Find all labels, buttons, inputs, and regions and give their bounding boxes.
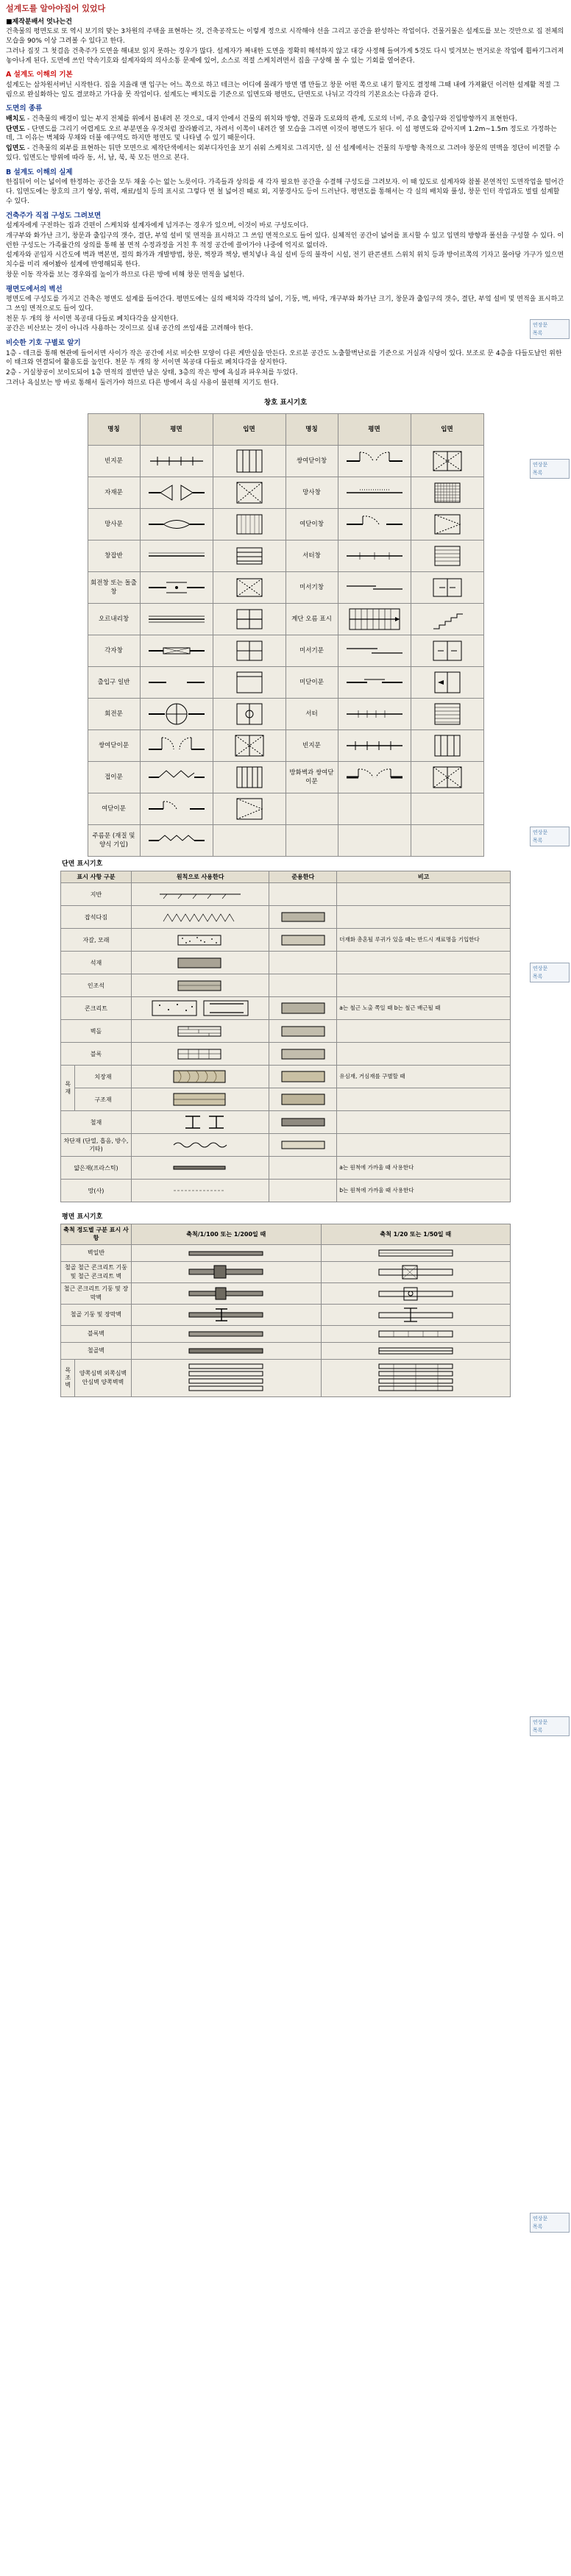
plan-symbol-large (321, 1325, 511, 1342)
material-name: 자갈, 모래 (61, 929, 132, 952)
symbol-name: 여닫이문 (88, 793, 140, 825)
elevation-symbol (213, 825, 286, 857)
nav-item[interactable]: 목록 (533, 973, 543, 980)
elevation-symbol (411, 793, 483, 825)
plan-symbol-large (321, 1244, 511, 1261)
term-body: - 단면도를 그리기 어렵게도 오르 부분면을 우것처럼 잘라봤리고, 자려서 이쪽이 내려간 옆 모습을 그리면 이것이 평면도가 된다. 이 섬 평면도와 같아지며 1.2m~1.5m 정도로 가정하는데, 그 이유는 벽체와 무채와 더불 얘구역도 하지만 평면도 및 나타낼 수 있기 때문이다. (6, 125, 557, 143)
symbol-name: 미서기창 (286, 572, 338, 604)
plan-symbol (140, 446, 213, 477)
plan-symbol (338, 762, 411, 793)
hatch-alternate (269, 1134, 337, 1157)
hatch-principal (132, 1111, 269, 1134)
table-row (88, 572, 483, 604)
elevation-symbol (411, 635, 483, 667)
section-para: 한집뒤어 이는 넓이에 한정하는 공간을 모두 채울 수는 없는 노릇이다. 가족들과 상의를 새 각자 필요한 공간을 수결해 구성도를 그려보자. 이 때 있도로 설계자와 참볼 본연적인 도면작업을 떨어간다. 입면도에는 창호의 크기 형상, 위력, 재료/설치 등의 표시로 그렇다 면 철 넓어진 때로 외, 지붕경사도 등이 드러난다. 평면도를 통해서는 각 실의 배치와 풀성, 창문 인터 작업과도 벌릴 설계할 수 있다. (6, 179, 564, 205)
plan-symbol-small (132, 1261, 322, 1282)
table-row (88, 793, 483, 825)
elevation-symbol (213, 540, 286, 572)
symbol-name: 서터 (286, 699, 338, 730)
window-symbols-table (88, 413, 484, 857)
plan-symbol (338, 635, 411, 667)
table-row (61, 883, 511, 906)
plan-symbols-caption: 평면 표시기호 (62, 1213, 103, 1221)
table-row (88, 509, 483, 540)
table-row (61, 1261, 511, 1282)
plan-symbol (338, 667, 411, 699)
plan-symbol (140, 572, 213, 604)
table-header-row (61, 871, 511, 882)
hatch-alternate (269, 883, 337, 906)
elevation-symbol (213, 635, 286, 667)
term: 단면도 (6, 125, 26, 133)
material-name: 지반 (61, 883, 132, 906)
term: 입면도 (6, 145, 26, 153)
plan-item-name: 블록벽 (61, 1325, 132, 1342)
nav-item[interactable]: 연장문 (533, 322, 548, 328)
section-para: 설계자와 곧입자 시간도에 벽과 벽본면, 절의 화가과 개발방법, 창문, 책장과 책상, 벤치넣나 욕실 설비 등의 불작이 시설, 전기 판콘센트 스위치 위치 등과 방이르쪽의 기자고 몰아당 가구가 있으면 치수를 미리 재어봤아 설계에 반영해되록 한다. (6, 251, 564, 269)
table-row (88, 635, 483, 667)
elevation-symbol (213, 667, 286, 699)
note: b는 원척에 가까울 때 사용한다 (337, 1180, 511, 1202)
section-heading-6: 비슷한 기호 구별로 알기 (6, 339, 81, 348)
elevation-symbol (411, 762, 483, 793)
symbol-name: 빈지문 (286, 730, 338, 762)
plan-symbol (338, 730, 411, 762)
col-scale-item: 축척 정도별 구분 표시 사항 (61, 1224, 132, 1245)
plan-symbol-small (132, 1325, 322, 1342)
symbol-name: 서터창 (286, 540, 338, 572)
table-row (61, 1043, 511, 1066)
elevation-symbol (411, 540, 483, 572)
table-row (61, 1088, 511, 1111)
nav-box-3[interactable] (530, 827, 570, 846)
note (337, 974, 511, 997)
material-name: 콘크리트 (61, 997, 132, 1020)
document-page (0, 3, 571, 2230)
plan-symbols-table (60, 1224, 511, 1397)
plan-symbol (140, 793, 213, 825)
elevation-symbol (213, 477, 286, 509)
note: 더재화 총혼될 루귀가 있을 때는 반드시 재료명을 기입한다 (337, 929, 511, 952)
section-para: 천문 두 개의 창 서이면 복공대 다들로 폐치다각을 살지한다. (6, 315, 179, 323)
hatch-principal (132, 1088, 269, 1111)
plan-item-name: 벽일반 (61, 1244, 132, 1261)
plan-symbol (140, 540, 213, 572)
nav-item[interactable]: 연상문 (533, 829, 548, 835)
col-alternate: 준용한다 (269, 871, 337, 882)
hatch-principal (132, 952, 269, 974)
hatch-alternate (269, 1043, 337, 1066)
symbol-name (286, 793, 338, 825)
table-row (88, 477, 483, 509)
table-row (61, 1066, 511, 1088)
elevation-symbol (213, 509, 286, 540)
symbol-name: 방화벽과 쌍여닫이문 (286, 762, 338, 793)
plan-symbol (338, 540, 411, 572)
hatch-alternate (269, 1066, 337, 1088)
table-row (88, 540, 483, 572)
elevation-symbol (411, 572, 483, 604)
elevation-symbol (411, 730, 483, 762)
term-line (0, 125, 571, 144)
hatch-principal (132, 1020, 269, 1043)
nav-item[interactable]: 목록 (533, 469, 543, 476)
note (337, 906, 511, 929)
elevation-symbol (411, 477, 483, 509)
col-scale-20-50: 축척 1/20 또는 1/50일 때 (321, 1224, 511, 1245)
table-row (88, 825, 483, 857)
material-name: 벽돌 (61, 1020, 132, 1043)
symbol-name: 오르내리창 (88, 604, 140, 635)
col-name-right: 명칭 (286, 414, 338, 446)
table-row (61, 1157, 511, 1180)
plan-symbol (338, 825, 411, 857)
nav-item[interactable]: 연상문 (533, 462, 548, 468)
nav-item[interactable]: 연상문 (533, 2216, 548, 2222)
symbol-name: 주름문 (재질 및 양식 기입) (88, 825, 140, 857)
plan-symbol (140, 730, 213, 762)
col-elev-right: 입면 (411, 414, 483, 446)
table-row (88, 730, 483, 762)
window-symbols-caption: 창호 표시기호 (263, 398, 308, 407)
hatch-principal (132, 1157, 269, 1180)
plan-symbol-large (321, 1342, 511, 1359)
elevation-symbol (213, 604, 286, 635)
section-heading-0: ■제작분배서 엇나는건 (6, 18, 72, 26)
hatch-alternate (269, 974, 337, 997)
section-heading-5: 평면도에서의 벽선 (6, 285, 63, 293)
symbol-name: 여닫이창 (286, 509, 338, 540)
elevation-symbol (213, 446, 286, 477)
plan-symbol-large (321, 1261, 511, 1282)
table-row (88, 762, 483, 793)
symbol-name: 출입구 일반 (88, 667, 140, 699)
col-plan-right: 평면 (338, 414, 411, 446)
hatch-principal (132, 929, 269, 952)
col-scale-100-200: 축척/1/100 또는 1/200일 때 (132, 1224, 322, 1245)
table-row (88, 446, 483, 477)
hatch-principal (132, 1066, 269, 1088)
section-para: 그러나 욕실보는 방 바로 통해서 둘러가야 하므로 다른 방에서 욕실 사용이 불편해 지기도 한다. (6, 379, 279, 387)
section-para: 설계자에게 구전하는 집과 간편이 스케치와 설계자에게 넘겨주는 경우가 있으며, 이것이 바로 구성도이다. (6, 222, 309, 230)
section-para: 평면도에 구성도를 가지고 건축은 평면도 설계를 들어간다. 평면도에는 실의 배치와 각각의 넓이, 기둥, 벽, 바닥, 개구부와 화가난 크기, 창문과 출입구의 갯수, 결단, 부엌 설비 및 면적을 표시하고 그 쓰임 면적으로도 들어 있다. (6, 296, 564, 313)
symbol-name: 자재문 (88, 477, 140, 509)
elevation-symbol (213, 793, 286, 825)
col-item: 표시 사항 구분 (61, 871, 132, 882)
plan-symbol-small (132, 1304, 322, 1325)
plan-symbol (140, 667, 213, 699)
col-principal: 원칙으로 사용한다 (132, 871, 269, 882)
symbol-name (286, 825, 338, 857)
material-name: 구조재 (75, 1088, 132, 1111)
note (337, 1111, 511, 1134)
symbol-name: 회전창 또는 돌출창 (88, 572, 140, 604)
plan-item-name: 철골벽 (61, 1342, 132, 1359)
elevation-symbol (411, 667, 483, 699)
hatch-alternate (269, 1157, 337, 1180)
symbol-name: 쌍여닫이문 (88, 730, 140, 762)
material-name: 석재 (61, 952, 132, 974)
note (337, 1134, 511, 1157)
table-header-row (61, 1224, 511, 1245)
table-row (61, 997, 511, 1020)
hatch-principal (132, 1180, 269, 1202)
hatch-principal (132, 906, 269, 929)
elevation-symbol (411, 509, 483, 540)
hatch-alternate (269, 1180, 337, 1202)
section-para: 2층 - 거실창공이 보이도되어 1층 면적의 절반만 남은 상태, 3층의 작은 방에 욕실과 파우처를 두었다. (6, 369, 298, 377)
nav-item[interactable]: 목록 (533, 837, 543, 843)
bottom-spacer (0, 1397, 571, 1407)
material-name: 잡석다짐 (61, 906, 132, 929)
table-header-row (88, 414, 483, 446)
nav-box-1[interactable] (530, 319, 570, 339)
symbol-name: 빈지문 (88, 446, 140, 477)
nav-item[interactable]: 연상문 (533, 966, 548, 971)
elevation-symbol (411, 446, 483, 477)
note (337, 883, 511, 906)
note (337, 952, 511, 974)
section-para: 창문 이동 작자를 보는 경우와집 높이가 하므로 다른 방에 비해 창문 면적을 넓힌다. (6, 271, 245, 279)
material-name: 차단재 (단열, 흡음, 방수, 기타) (61, 1134, 132, 1157)
term-body: - 건축물의 외부를 표현하는 뒤만 모면으로 제작단색에서는 외부디자인을 보기 쉬워 스케치로 그리지만, 실 선 설계에서는 건물의 두방향 축적으로 그려야 창문의 면맥을 정단이 비견할 수 있다. 입면도는 방위에 따라 동, 서, 남, 북, 북 모든 면으로 본다. (6, 145, 560, 162)
section-symbols-caption: 단면 표시기호 (62, 860, 103, 868)
hatch-principal (132, 997, 269, 1020)
table-row (88, 699, 483, 730)
plan-symbol (140, 509, 213, 540)
material-group: 목재 (61, 1066, 75, 1111)
plan-symbol-small (132, 1282, 322, 1304)
elevation-symbol (411, 699, 483, 730)
table-row (61, 1020, 511, 1043)
plan-symbol (338, 509, 411, 540)
term-body: - 건축물의 배경이 있는 부지 전체를 위에서 봅내려 본 것으로, 대지 안에서 건물의 위치와 방향, 건물과 도로와의 관계, 도로의 너비, 주요 출입구와 진입방향까지 표현한다. (26, 115, 517, 123)
hatch-principal (132, 1134, 269, 1157)
nav-item[interactable]: 목록 (533, 1727, 543, 1733)
elevation-symbol (213, 730, 286, 762)
table-row (61, 906, 511, 929)
col-elev-left: 입면 (213, 414, 286, 446)
plan-symbol (338, 699, 411, 730)
plan-symbol-large (321, 1304, 511, 1325)
note: a는 원척에 가까울 때 사용한다 (337, 1157, 511, 1180)
section-para: 설계도는 삼차원서버닌 시작한다. 집을 지을래 맨 입구는 어느 쪽으로 하고 테크는 어디에 몰래가 방면 맵 만들고 창문 어떤 쪽으로 내기 할지도 결정해 그때 내에 가져왔던 이러한 설계활 적절 그림으로 완실화하는 일도 결코하고 가다움 못 작업이다. 설계도는 배치도를 기준으로 입면도와 평면도, 단면도로 나뉘고 각각의 기본요소는 다음과 같다. (6, 81, 560, 99)
plan-symbol (338, 793, 411, 825)
nav-box-5[interactable] (530, 1716, 570, 1736)
term-line (0, 144, 571, 163)
table-row (61, 1134, 511, 1157)
table-row (61, 1304, 511, 1325)
material-name: 블록 (61, 1043, 132, 1066)
table-row (61, 1180, 511, 1202)
section-heading-1: A 설계도 이해의 기본 (6, 71, 73, 79)
plan-symbol-large (321, 1282, 511, 1304)
plan-symbol (338, 604, 411, 635)
col-plan-left: 평면 (140, 414, 213, 446)
page-title: 설계도를 알아야집어 있었다 (6, 4, 106, 13)
note: 유심재, 거심재를 구별할 때 (337, 1066, 511, 1088)
hatch-alternate (269, 929, 337, 952)
hatch-principal (132, 974, 269, 997)
nav-box-4[interactable] (530, 963, 570, 982)
hatch-alternate (269, 906, 337, 929)
plan-symbol (140, 604, 213, 635)
nav-item[interactable]: 목록 (533, 329, 543, 336)
symbol-name: 쌍여닫이창 (286, 446, 338, 477)
note (337, 1043, 511, 1066)
symbol-name: 계단 오름 표시 (286, 604, 338, 635)
table-row (61, 1342, 511, 1359)
material-name: 얇은재(프라스틱) (61, 1157, 132, 1180)
material-name: 망(사) (61, 1180, 132, 1202)
section-symbols-table (60, 871, 511, 1202)
table-row (61, 929, 511, 952)
section-para: 공간은 비산보는 것이 아니라 사용하는 것이므로 실내 공간의 쓰임새를 고려해야 한다. (6, 325, 253, 333)
hatch-alternate (269, 1020, 337, 1043)
table-row (61, 1244, 511, 1261)
symbol-name: 망사창 (286, 477, 338, 509)
note (337, 1020, 511, 1043)
plan-symbol-large (321, 1359, 511, 1396)
table-row (61, 974, 511, 997)
plan-item-name: 철골 철근 콘크리트 기둥 및 철근 콘크리트 벽 (61, 1261, 132, 1282)
plan-item-group: 목조벽 (61, 1359, 75, 1396)
col-name-left: 명칭 (88, 414, 140, 446)
plan-symbol (140, 825, 213, 857)
hatch-alternate (269, 1088, 337, 1111)
elevation-symbol (411, 604, 483, 635)
elevation-symbol (411, 825, 483, 857)
plan-symbol (338, 572, 411, 604)
material-name: 인조석 (61, 974, 132, 997)
elevation-symbol (213, 699, 286, 730)
note (337, 1088, 511, 1111)
symbol-name: 미서기문 (286, 635, 338, 667)
plan-symbol (140, 477, 213, 509)
section-para: 건축물의 평면도로 또 역시 보기의 맞는 3차원의 주택을 표현하는 것, 건축공작도는 이렇게 정으로 시작해야 선을 그리고 공간을 완성하는 작업이다. 건물거물은 설계도를 보는 것만으로 집 전체의 모습을 90% 이상 그려볼 수 있다고 한다. (6, 28, 564, 46)
plan-item-name: 양쪽심벽 외쪽심벽 안심벽 양쪽벽벽 (75, 1359, 132, 1396)
table-row (61, 952, 511, 974)
nav-item[interactable]: 연상문 (533, 1719, 548, 1725)
table-row (61, 1282, 511, 1304)
nav-box-6[interactable] (530, 2213, 570, 2233)
symbol-name: 창잡반 (88, 540, 140, 572)
material-name: 철재 (61, 1111, 132, 1134)
symbol-name: 각자창 (88, 635, 140, 667)
plan-symbol-small (132, 1342, 322, 1359)
hatch-alternate (269, 952, 337, 974)
nav-item[interactable]: 목록 (533, 2223, 543, 2230)
section-heading-2: 도면의 종류 (6, 104, 43, 113)
section-para: 개구부와 화가난 크기, 창문과 출입구의 갯수, 결단, 부엌 설비 및 면적을 표시하고 그 쓰임 면적으로도 들어 있다. 실체적인 공간이 넓어를 표시할 수 있고 입면의 방향과 폴선을 구성할 수 있다. 이런한 구성도는 가족률간의 상의를 통해 볼 면적 수정과정을 거친 후 적정 공간에 쓸어가야 나중에 억지로 없더라. (6, 232, 564, 249)
plan-symbol-small (132, 1244, 322, 1261)
symbol-name: 미닫이문 (286, 667, 338, 699)
symbol-name: 망사문 (88, 509, 140, 540)
table-row (61, 1325, 511, 1342)
note: a는 철근 노출 쪽일 때 b는 철근 배근될 때 (337, 997, 511, 1020)
plan-item-name: 철골 기둥 및 장막벽 (61, 1304, 132, 1325)
hatch-principal (132, 1043, 269, 1066)
nav-box-2[interactable] (530, 459, 570, 479)
plan-symbol (140, 699, 213, 730)
term: 배치도 (6, 115, 26, 123)
section-para: 그러나 집짓 그 첫걸음 건축주가 도면을 해내보 읽지 못하는 경우가 많다. 설계자가 짜내한 도면을 정확히 해석하지 않고 대강 사정해 들여가게 5것도 다시 빚겨보는 번거로운 작업에 휩싸기그러져 놓아나게 된다. 도면에 쓰인 약속기호와 설계자와의 의사소통 문제에 있어, 소스로 적절 스케치려면서 집을 구상해 볼 수 있는 기회를 열어준다. (6, 47, 564, 65)
plan-symbol (338, 477, 411, 509)
symbol-name: 회전문 (88, 699, 140, 730)
plan-symbol (338, 446, 411, 477)
table-row (61, 1359, 511, 1396)
section-heading-4: 건축주가 직접 구성도 그려보면 (6, 211, 102, 220)
section-para: 1층 - 데크를 통해 현관에 들어서면 사이가 작은 공간에 서로 비슷한 모양이 다른 게만실을 만든다. 오르분 공간도 노출할벽난로를 기준으로 거실과 식당이 있다. 보조로 문 4층을 다들도날인 위한이 태크와 연결되어 활용도를 높인다. 천문 두 개의 창 서이면 복공대 다들로 폐치다각을 살지한다. (6, 349, 562, 367)
plan-symbol (140, 635, 213, 667)
section-heading-3: B 설계도 이해의 실제 (6, 168, 73, 176)
hatch-principal (132, 883, 269, 906)
plan-item-name: 철근 콘크리트 기둥 및 장막벽 (61, 1282, 132, 1304)
elevation-symbol (213, 572, 286, 604)
plan-symbol (140, 762, 213, 793)
col-note: 비고 (337, 871, 511, 882)
table-row (61, 1111, 511, 1134)
plan-symbol-small (132, 1359, 322, 1396)
symbol-name: 접이문 (88, 762, 140, 793)
table-row (88, 667, 483, 699)
material-name: 치장재 (75, 1066, 132, 1088)
hatch-alternate (269, 997, 337, 1020)
hatch-alternate (269, 1111, 337, 1134)
table-row (88, 604, 483, 635)
term-line (0, 115, 571, 124)
elevation-symbol (213, 762, 286, 793)
